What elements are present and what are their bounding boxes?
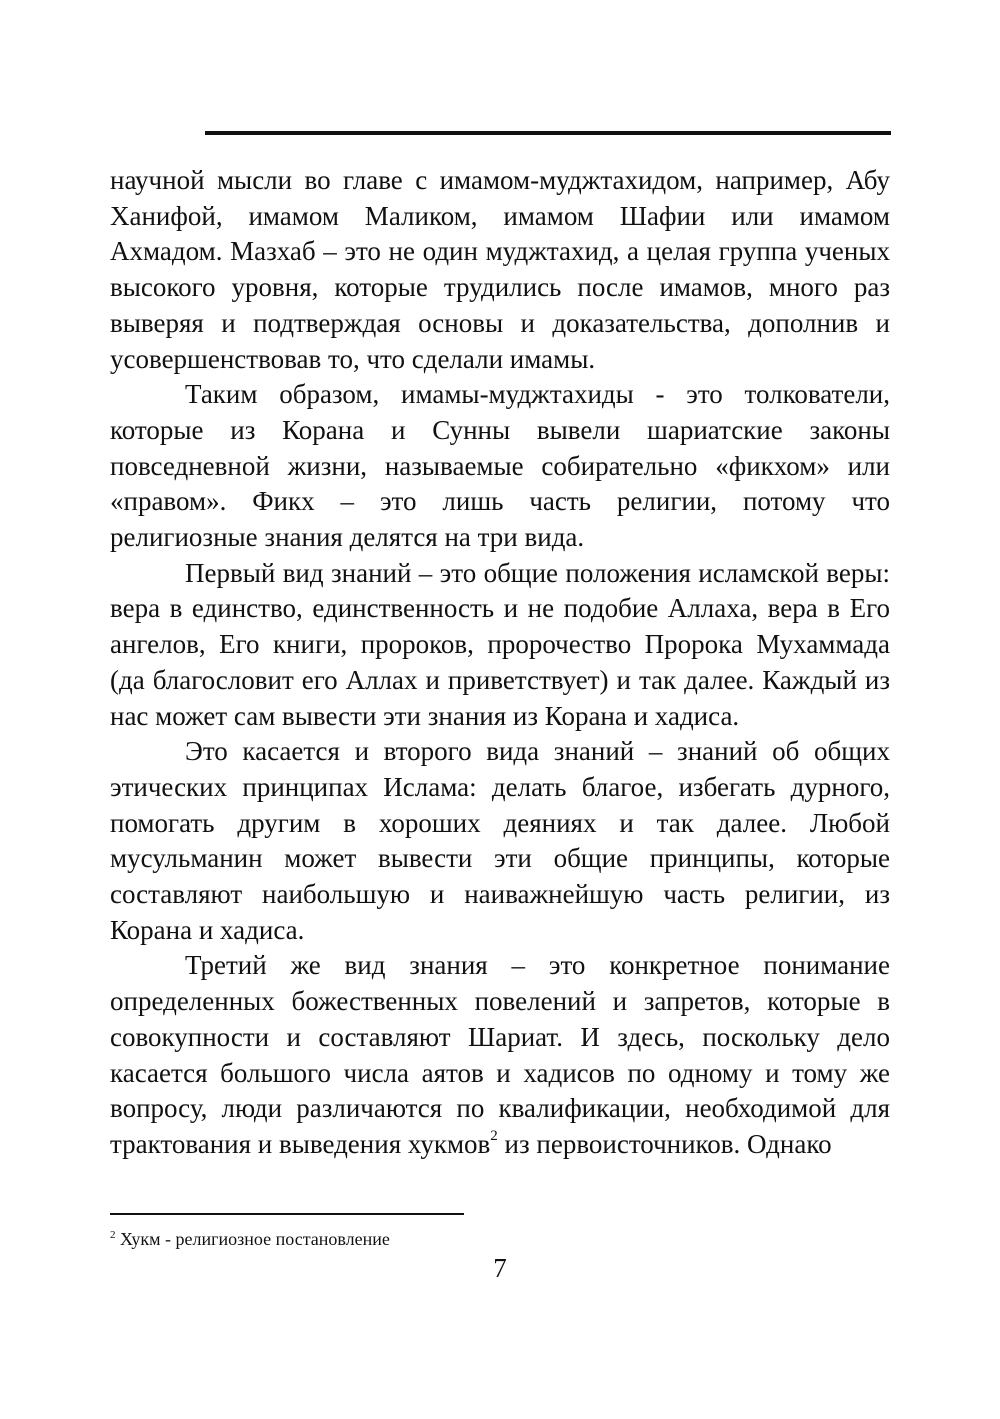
footnote-text: Хукм - религиозное постановление [115, 1229, 390, 1249]
header-rule [205, 131, 891, 135]
footnote-separator [110, 1213, 464, 1215]
paragraph-5-text-before: Третий же вид знания – это конкретное понимание определенных божественных повелений и запретов, которые в совокупности и составляют Шариат. И здесь, поскольку дело касается большого числа аятов и хадисов по одному и тому же вопросу, люди различаются по квалификации, необходимой для трактования и выведения хукмов [110, 950, 890, 1159]
paragraph-5-text-after: из первоисточников. Однако [497, 1128, 832, 1159]
main-text [110, 163, 890, 1163]
footnote [110, 1228, 390, 1250]
footnote-marker: 2 [110, 1229, 116, 1241]
paragraph-2: Таким образом, имамы-муджтахиды - это толкователи, которые из Корана и Сунны вывели шариатские законы повседневной жизни, называемые собирательно «фикхом» или «правом». Фикх – это лишь часть религии, потому что религиозные знания делятся на три вида. [110, 379, 890, 553]
paragraph-4: Это касается и второго вида знаний – знаний об общих этических принципах Ислама: делать благое, избегать дурного, помогать другим в хороших деяниях и так далее. Любой мусульманин может вывести эти общие принципы, которые составляют наибольшую и наиважнейшую часть религии, из Корана и хадиса. [110, 736, 890, 945]
page-number: 7 [493, 1253, 507, 1283]
footnote-reference[interactable]: 2 [490, 1127, 498, 1144]
paragraph-3: Первый вид знаний – это общие положения исламской веры: вера в единство, единственность и не подобие Аллаха, вера в Его ангелов, Его книги, пророков, пророчество Пророка Мухаммада (да благословит его Аллах и приветствует) и так далее. Каждый из нас может сам вывести эти знания из Корана и хадиса. [110, 557, 890, 731]
paragraph-1: научной мысли во главе с имамом-муджтахидом, например, Абу Ханифой, имамом Маликом, имамом Шафии или имамом Ахмадом. Мазхаб – это не один муджтахид, а целая группа ученых высокого уровня, которые трудились после имамов, много раз выверяя и подтверждая основы и доказательства, дополнив и усовершенствовав то, что сделали имамы. [110, 165, 890, 374]
paragraph-5 [110, 948, 890, 1162]
